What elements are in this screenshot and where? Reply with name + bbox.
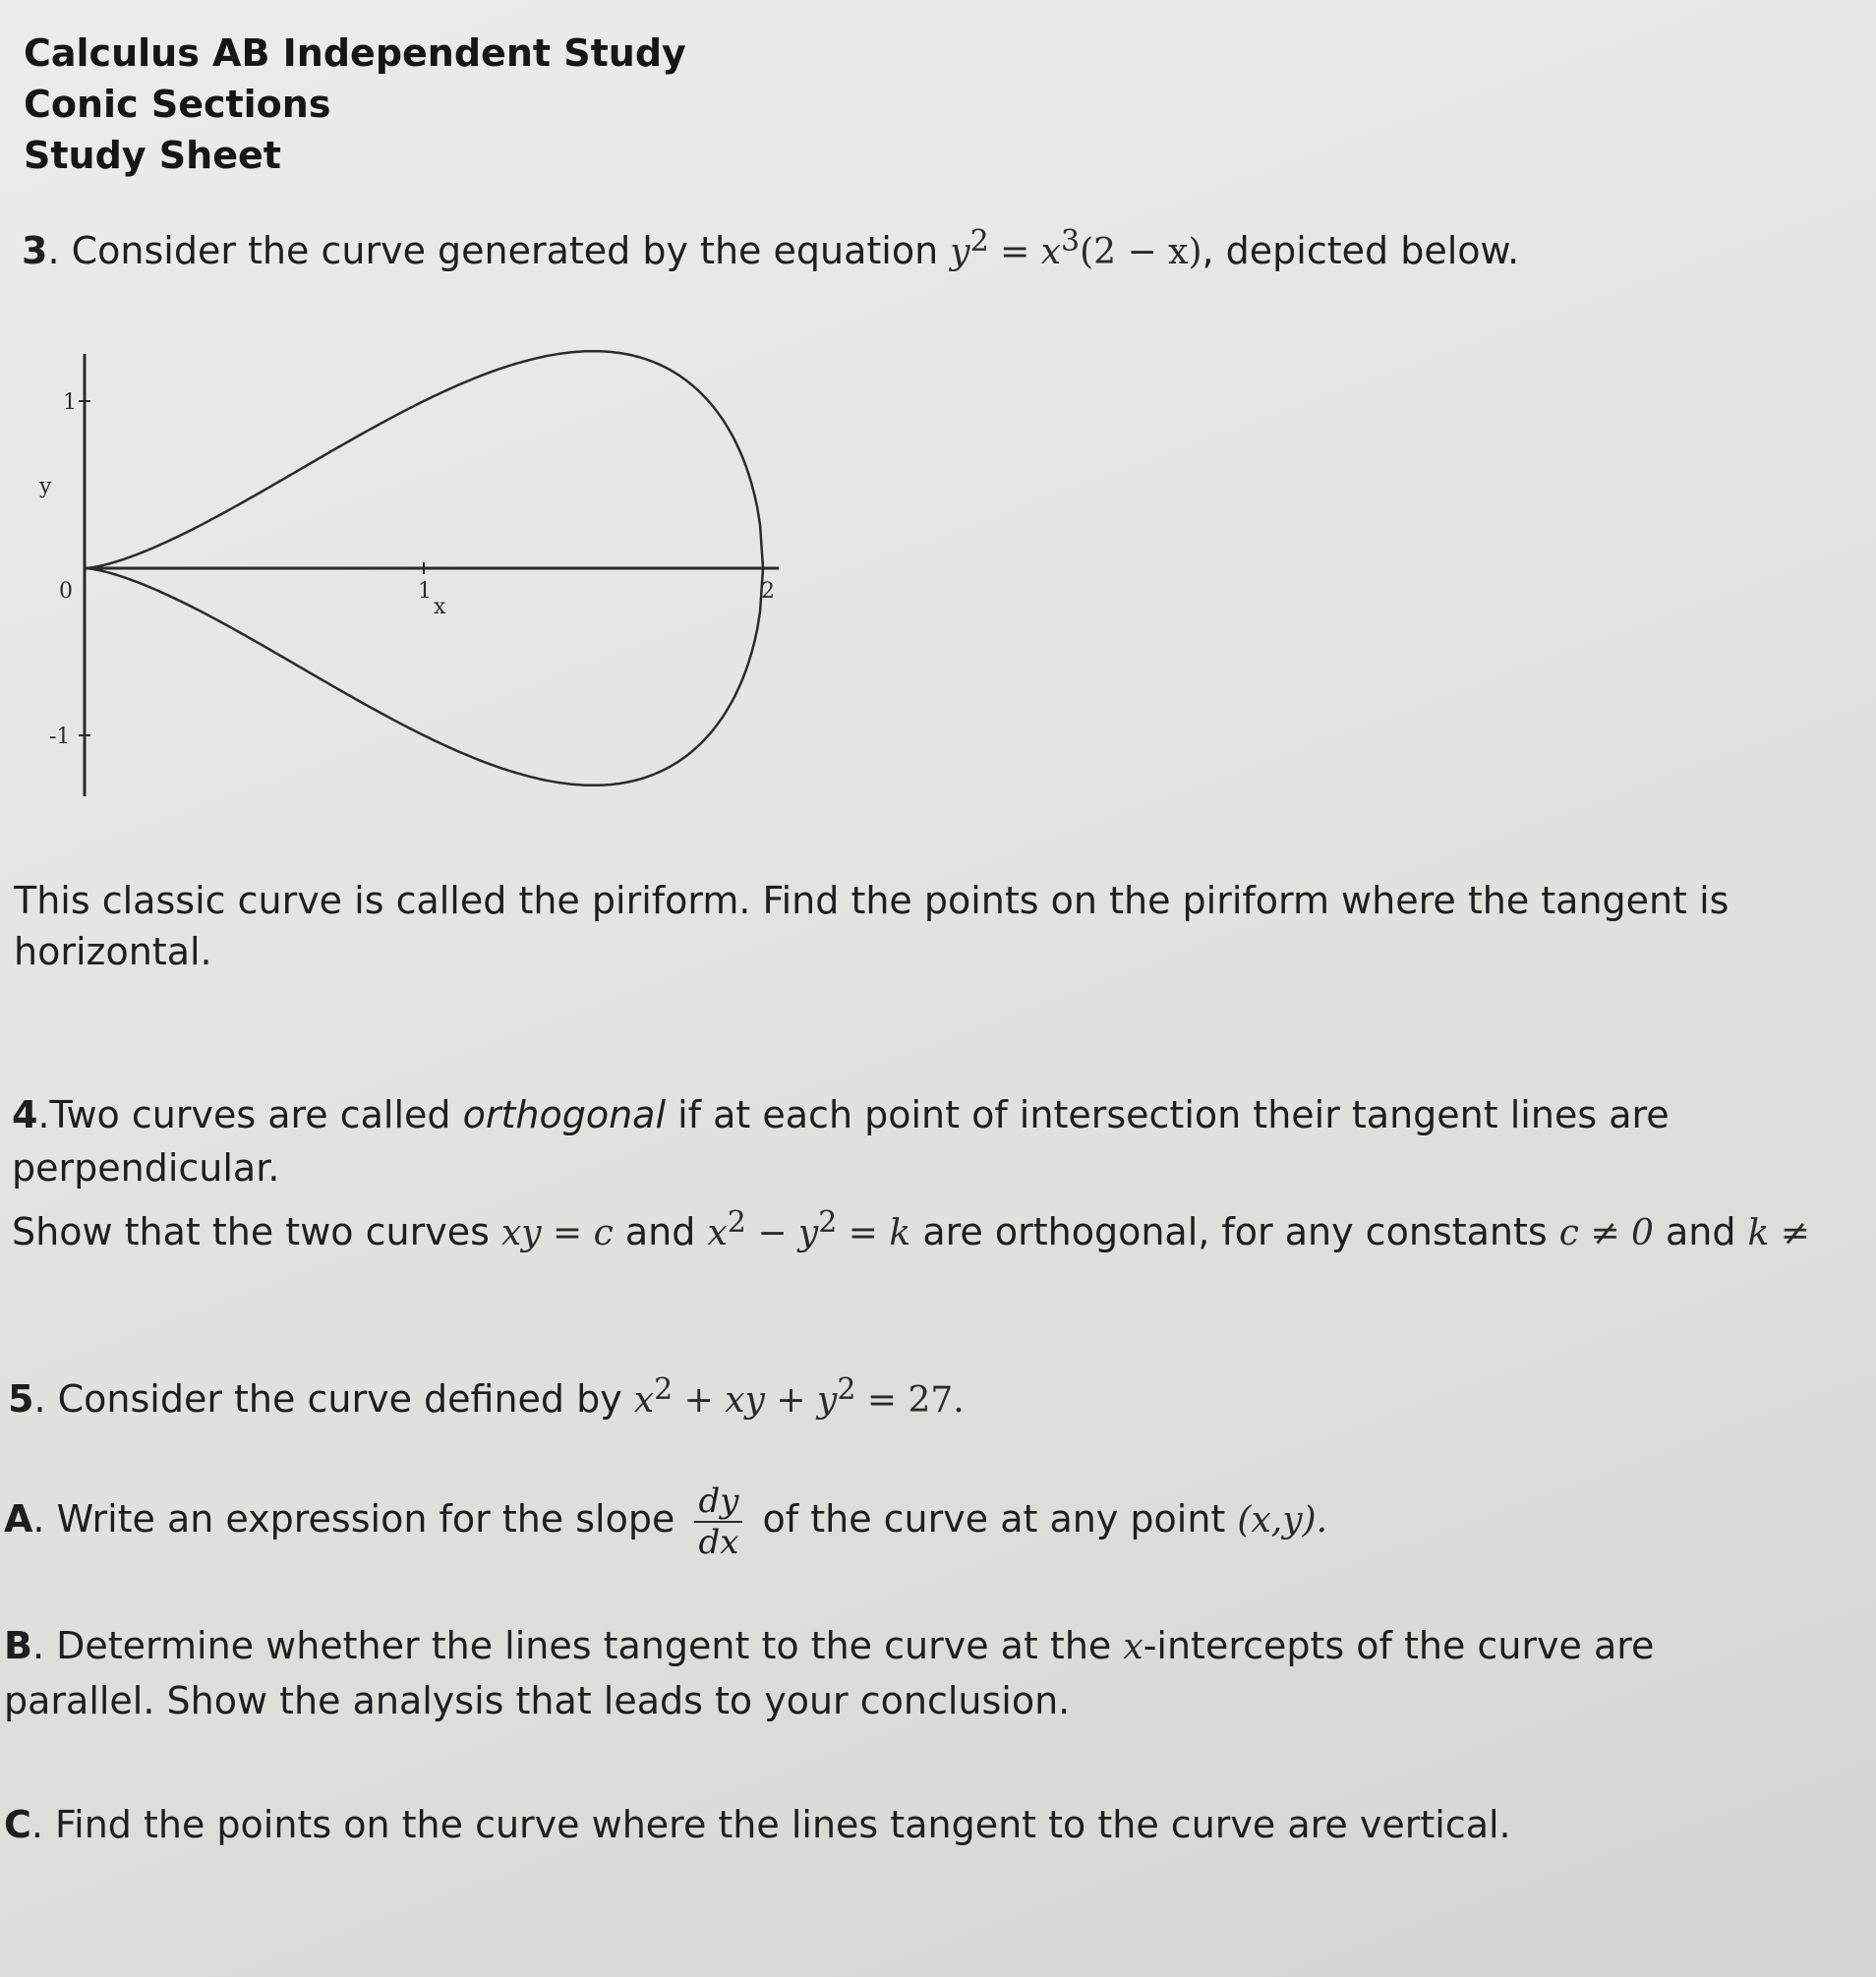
x-tick-label-1: 1 bbox=[418, 579, 432, 604]
question-3-number: 3 bbox=[22, 229, 48, 272]
curve-hyperbola bbox=[707, 1205, 911, 1253]
course-title: Calculus AB Independent Study bbox=[24, 31, 686, 75]
curve2-exp1: 2 bbox=[727, 1205, 746, 1240]
y-axis-label: y bbox=[39, 474, 52, 499]
question-5b-line-1 bbox=[4, 1622, 1654, 1671]
question-3-text-after: , depicted below. bbox=[1202, 229, 1520, 272]
question-4-line-3-d: and bbox=[1653, 1210, 1748, 1253]
x-axis-label: x bbox=[434, 595, 446, 619]
question-5-text: . Consider the curve defined by bbox=[33, 1377, 634, 1421]
question-4-line-3-c: are orthogonal, for any constants bbox=[910, 1210, 1559, 1253]
part-a-text-2: of the curve at any point bbox=[750, 1497, 1238, 1541]
question-3-followup-line-1: This classic curve is called the piriform. Find the points on the piriform where the tangent is bbox=[14, 879, 1729, 922]
curve-xy-equals-c: xy = c bbox=[500, 1213, 614, 1253]
question-4-line-3 bbox=[12, 1199, 1810, 1257]
curve2-mid: − y bbox=[745, 1213, 819, 1253]
curve-equation bbox=[633, 1372, 965, 1421]
eq5-a-exp: 2 bbox=[654, 1372, 674, 1407]
part-b-text-1a: . Determine whether the lines tangent to the curve at the bbox=[31, 1624, 1124, 1667]
question-4-line-2: perpendicular. bbox=[12, 1146, 280, 1190]
part-a-label: A bbox=[4, 1497, 33, 1541]
eq-mid-exp: 3 bbox=[1061, 224, 1081, 259]
orthogonal-term: orthogonal bbox=[462, 1093, 667, 1136]
question-5-number: 5 bbox=[8, 1377, 34, 1421]
question-3-followup-line-2: horizontal. bbox=[14, 930, 212, 973]
eq-lhs-exp: 2 bbox=[969, 224, 989, 259]
eq5-b: + xy + y bbox=[673, 1380, 838, 1421]
constant-c: c ≠ 0 bbox=[1558, 1213, 1654, 1253]
constant-k: k ≠ bbox=[1747, 1213, 1810, 1253]
question-3-prompt bbox=[22, 218, 1519, 276]
document-header bbox=[24, 28, 686, 181]
question-4-text-1: .Two curves are called bbox=[37, 1093, 463, 1136]
x-tick-label-2: 2 bbox=[761, 579, 775, 604]
y-tick-label-0: 0 bbox=[59, 579, 73, 604]
part-b-variable: x bbox=[1123, 1627, 1143, 1667]
eq5-b-exp: 2 bbox=[837, 1372, 856, 1407]
eq5-a: x bbox=[633, 1380, 655, 1421]
curve2-base: x bbox=[707, 1213, 728, 1253]
part-a-text-1: . Write an expression for the slope bbox=[32, 1497, 687, 1541]
question-5c-prompt bbox=[4, 1801, 1511, 1848]
part-b-label: B bbox=[4, 1624, 32, 1667]
sheet-title: Study Sheet bbox=[24, 134, 281, 177]
question-5-prompt bbox=[8, 1366, 965, 1425]
eq-mid: = x bbox=[988, 232, 1062, 272]
question-3-text: . Consider the curve generated by the equation bbox=[47, 229, 951, 272]
question-4-prompt bbox=[12, 1091, 1670, 1138]
point-xy: (x,y). bbox=[1237, 1500, 1328, 1541]
question-4-number: 4 bbox=[12, 1093, 38, 1136]
y-tick-label-neg1: -1 bbox=[49, 725, 71, 749]
question-5a-prompt bbox=[4, 1475, 1327, 1565]
part-b-text-1b: -intercepts of the curve are bbox=[1143, 1624, 1655, 1667]
fraction-denominator: dx bbox=[698, 1522, 739, 1562]
piriform-plot bbox=[29, 334, 816, 806]
eq-lhs: y bbox=[950, 232, 970, 272]
curve2-end: = k bbox=[837, 1213, 911, 1253]
question-5b-line-2: parallel. Show the analysis that leads to your conclusion. bbox=[4, 1679, 1071, 1722]
part-c-text: . Find the points on the curve where the lines tangent to the curve are vertical. bbox=[30, 1803, 1511, 1846]
fraction-numerator: dy bbox=[694, 1482, 742, 1523]
y-tick-label-1: 1 bbox=[63, 390, 77, 415]
part-c-label: C bbox=[4, 1803, 31, 1846]
question-4-line-3-a: Show that the two curves bbox=[12, 1210, 501, 1253]
piriform-plot-svg bbox=[29, 334, 816, 806]
eq5-c: = 27. bbox=[855, 1380, 965, 1421]
dy-dx-fraction bbox=[694, 1482, 742, 1562]
question-4-text-2: if at each point of intersection their tangent lines are bbox=[666, 1093, 1670, 1136]
unit-title: Conic Sections bbox=[24, 83, 331, 126]
eq-rhs: (2 − x) bbox=[1080, 232, 1202, 272]
piriform-equation bbox=[950, 224, 1202, 272]
question-4-line-3-b: and bbox=[613, 1210, 708, 1253]
curve2-exp2: 2 bbox=[818, 1205, 838, 1240]
